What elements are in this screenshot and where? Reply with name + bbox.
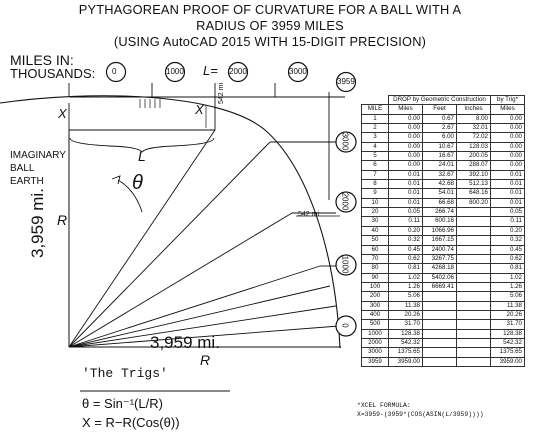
col-feet: Feet [423,105,457,114]
table-cell: 0.20 [491,226,525,235]
table-cell [457,282,491,291]
table-cell: 5.06 [491,292,525,301]
L-label-mid: L [138,148,146,164]
miles-in-label: MILES IN: [10,52,74,68]
top-marker-1000: 1000 [166,67,184,76]
table-cell: 300 [362,301,389,310]
table-cell: 30 [362,217,389,226]
table-cell: 32.01 [457,124,491,133]
table-cell [457,310,491,319]
table-cell: 1.26 [389,282,423,291]
table-cell: 0.11 [389,217,423,226]
table-cell: 3959.00 [389,357,423,366]
table-cell: 0.00 [491,152,525,161]
table-cell: 8 [362,180,389,189]
table-cell: 0.20 [389,226,423,235]
table-row [362,264,525,273]
radius-vertical-label: 3,959 mi. [28,188,47,258]
right-marker-3000: 3000 [340,132,350,151]
table-cell: 128.38 [389,329,423,338]
table-cell: 392.10 [457,170,491,179]
table-cell [423,320,457,329]
table-cell: 6 [362,161,389,170]
thousands-label: THOUSANDS: [10,66,96,81]
earth-arc [0,96,340,348]
table-cell: 54.01 [423,189,457,198]
table-cell [457,245,491,254]
table-cell: 100 [362,282,389,291]
table-cell: 2.67 [423,124,457,133]
table-cell: 0.11 [491,217,525,226]
radius-horizontal-label: 3,959 mi. [150,333,220,352]
table-cell: 20.26 [389,310,423,319]
table-row [362,245,525,254]
earth-label: EARTH [10,176,44,187]
table-cell: 0.81 [491,264,525,273]
table-row [362,152,525,161]
col-miles: Miles [389,105,423,114]
table-cell: 7 [362,170,389,179]
table-cell: 128.03 [457,142,491,151]
table-cell [457,226,491,235]
table-cell: 600.16 [423,217,457,226]
table-cell [457,292,491,301]
table-cell: 0.32 [491,236,525,245]
table-cell [423,329,457,338]
table-cell: 0.62 [389,254,423,263]
table-cell: 31.70 [491,320,525,329]
table-cell: 9 [362,189,389,198]
table-cell [457,357,491,366]
table-cell: 1 [362,114,389,123]
table-cell: 0.01 [389,180,423,189]
table-cell: 288.07 [457,161,491,170]
table-row [362,310,525,319]
table-row [362,292,525,301]
table-row [362,142,525,151]
table-cell: 0.81 [389,264,423,273]
table-row [362,217,525,226]
table-cell: 24.01 [423,161,457,170]
table-cell: 1000 [362,329,389,338]
footnote-line-1: *XCEL FORMULA: [357,402,411,409]
table-cell [457,329,491,338]
table-row [362,180,525,189]
table-row [362,254,525,263]
table-row [362,170,525,179]
table-row [362,329,525,338]
table-cell: 0.01 [491,189,525,198]
table-cell: 5 [362,152,389,161]
table-cell [423,310,457,319]
right-marker-0: 0 [340,323,350,328]
table-row [362,357,525,366]
formula-x: X = R−R(Cos(θ)) [82,415,180,430]
header-blank [362,96,389,105]
table-cell [457,236,491,245]
table-group-header [362,96,525,105]
table-row [362,208,525,217]
hatch-marks [140,99,160,108]
table-cell [457,208,491,217]
table-row [362,301,525,310]
table-cell: 512.13 [457,180,491,189]
x-label-mid: X [195,102,204,117]
table-cell: 2 [362,124,389,133]
table-row [362,338,525,347]
table-cell: 2000 [362,338,389,347]
table-cell: 11.38 [491,301,525,310]
table-cell [457,348,491,357]
top-marker-3959: 3959 [337,77,355,86]
table-cell: 10 [362,198,389,207]
theta-label: θ [132,172,143,194]
table-row [362,226,525,235]
table-cell: 20.26 [491,310,525,319]
table-cell: 0.62 [491,254,525,263]
col-inches: Inches [457,105,491,114]
table-cell: 66.68 [423,198,457,207]
table-cell: 32.67 [423,170,457,179]
table-row [362,161,525,170]
table-row [362,114,525,123]
title-line-3: (USING AutoCAD 2015 WITH 15-DIGIT PRECISION) [113,34,427,49]
table-cell [457,217,491,226]
table-cell: 0.00 [389,142,423,151]
table-cell: 1.02 [389,273,423,282]
col-trig-miles: Miles [491,105,525,114]
R-label-left: R [57,212,68,228]
table-cell: 1.02 [491,273,525,282]
table-cell: 0.00 [491,161,525,170]
table-cell: 0.05 [389,208,423,217]
table-cell: 0.01 [491,198,525,207]
right-marker-2000: 2000 [340,192,350,211]
mi542-horizontal-label: 542 mi [298,211,320,218]
table-cell [457,320,491,329]
top-marker-3000: 3000 [289,67,307,76]
table-cell: 3267.75 [423,254,457,263]
table-cell: 0.00 [491,133,525,142]
table-cell: 200.05 [457,152,491,161]
table-cell [423,301,457,310]
table-cell [423,338,457,347]
table-column-header [362,105,525,114]
table-row [362,198,525,207]
top-marker-2000: 2000 [229,67,247,76]
col-mile: MILE [362,105,389,114]
right-marker-1000: 1000 [340,255,350,274]
table-row [362,124,525,133]
footnote-line-2: X=3959-(3959*(COS(ASIN(L/3959)))) [357,411,484,418]
table-row [362,189,525,198]
mi542-vertical-label: 542 mi [218,82,225,104]
table-cell: 0.00 [389,152,423,161]
header-geometric: DROP by Geometric Construction [389,96,491,105]
top-marker-0: 0 [112,67,117,76]
table-cell: 0.00 [389,161,423,170]
table-cell: 0.00 [389,114,423,123]
table-cell: 40 [362,226,389,235]
table-cell: 0.05 [491,208,525,217]
formula-theta: θ = Sin⁻¹(L/R) [82,396,163,411]
title-line-1: PYTHAGOREAN PROOF OF CURVATURE FOR A BALL WITH A [78,2,462,17]
table-cell: 542.32 [491,338,525,347]
table-cell: 10.67 [423,142,457,151]
x-label-top: X [58,106,67,121]
table-cell: 800.20 [457,198,491,207]
table-cell: 0.01 [389,198,423,207]
table-row [362,282,525,291]
right-marker-circles [336,132,356,336]
table-cell: 11.38 [389,301,423,310]
drop-table [361,95,525,367]
table-cell: 648.16 [457,189,491,198]
table-cell: 542.32 [389,338,423,347]
table-body [362,114,525,366]
table-cell: 0.45 [491,245,525,254]
table-row [362,348,525,357]
table-cell: 0.01 [389,170,423,179]
table-cell: 0.01 [491,170,525,179]
table-cell [457,254,491,263]
table-cell: 16.67 [423,152,457,161]
title-line-2: RADIUS OF 3959 MILES [196,18,344,33]
table-cell: 4268.18 [423,264,457,273]
table-cell: 0.00 [491,114,525,123]
table-cell: 20 [362,208,389,217]
table-cell [423,348,457,357]
table-cell: 3959.00 [491,357,525,366]
table-cell: 400 [362,310,389,319]
table-cell: 3 [362,133,389,142]
table-cell: 0.32 [389,236,423,245]
header-trig: by Trig* [491,96,525,105]
imaginary-label: IMAGINARY [10,150,66,161]
table-cell: 6669.41 [423,282,457,291]
table-cell: 42.68 [423,180,457,189]
table-cell: 5402.06 [423,273,457,282]
table-cell: 31.70 [389,320,423,329]
table-cell: 5.06 [389,292,423,301]
table-cell: 2400.74 [423,245,457,254]
table-cell: 0.45 [389,245,423,254]
L-equals-label: L= [203,63,218,78]
table-cell: 80 [362,264,389,273]
table-cell: 72.02 [457,133,491,142]
table-cell [457,301,491,310]
table-cell: 0.01 [491,180,525,189]
table-cell [457,273,491,282]
table-cell: 266.74 [423,208,457,217]
table-cell: 0.00 [491,124,525,133]
table-row [362,320,525,329]
footnote [357,401,484,419]
trigs-title: 'The Trigs' [82,366,168,381]
table-cell: 0.67 [423,114,457,123]
radius-fan [69,130,339,347]
theta-arrow [112,176,120,184]
table-cell [457,338,491,347]
table-cell: 3000 [362,348,389,357]
table-cell: 70 [362,254,389,263]
R-label-bottom: R [200,352,211,368]
table-cell: 0.01 [389,189,423,198]
table-row [362,236,525,245]
table-row [362,273,525,282]
table-cell [457,264,491,273]
table-row [362,133,525,142]
table-cell: 8.00 [457,114,491,123]
table-cell: 1375.65 [389,348,423,357]
table-cell: 4 [362,142,389,151]
table-cell [423,357,457,366]
table-cell: 90 [362,273,389,282]
ball-label: BALL [10,163,35,174]
table-cell: 0.00 [389,124,423,133]
table-cell: 6.00 [423,133,457,142]
table-cell: 1375.65 [491,348,525,357]
table-cell: 500 [362,320,389,329]
table-cell: 1.26 [491,282,525,291]
table-cell: 1667.15 [423,236,457,245]
table-cell: 3959 [362,357,389,366]
table-cell: 0.00 [389,133,423,142]
table-cell: 200 [362,292,389,301]
table-cell: 60 [362,245,389,254]
table-cell: 128.38 [491,329,525,338]
table-cell [423,292,457,301]
table-cell: 50 [362,236,389,245]
table-cell: 1066.96 [423,226,457,235]
table-cell: 0.00 [491,142,525,151]
